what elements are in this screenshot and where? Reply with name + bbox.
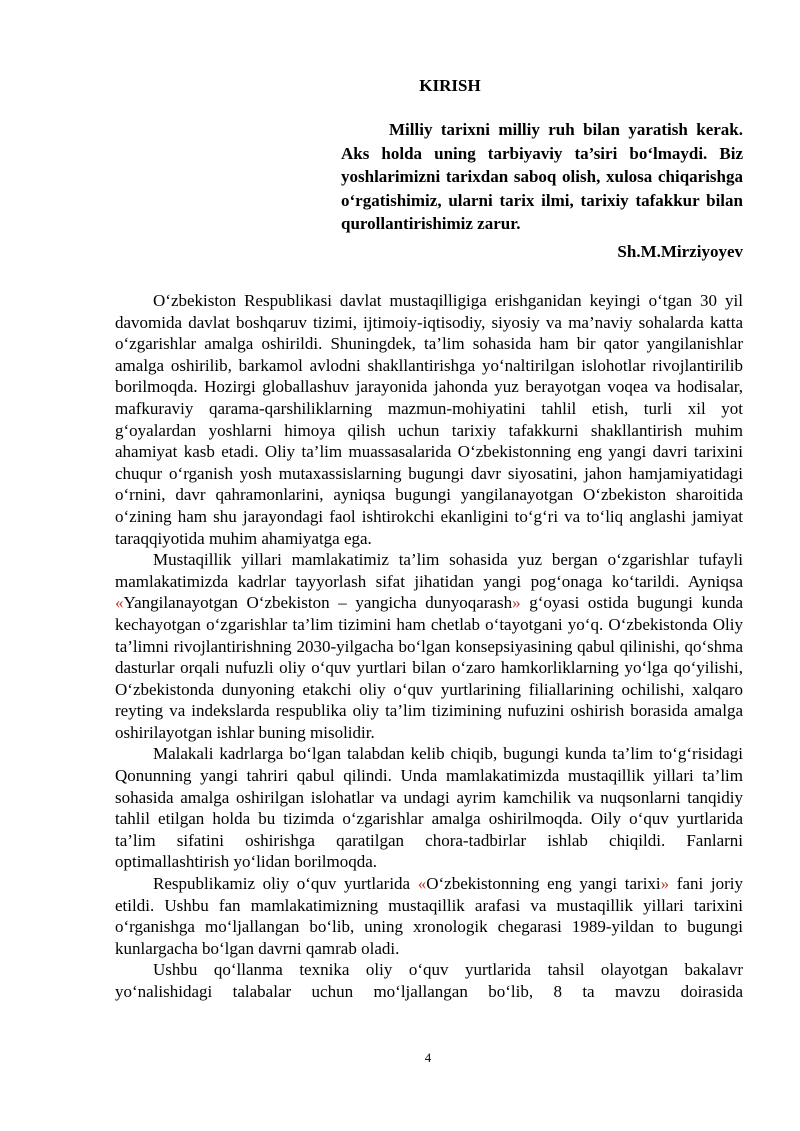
quote-open-mark: « [115,593,124,613]
epigraph-author: Sh.M.Mirziyoyev [617,242,743,261]
quoted-course-name: O‘zbekistonning eng yangi tarixi [426,874,661,894]
paragraph-1: O‘zbekiston Respublikasi davlat mustaqilligiga erishganidan keyingi o‘tgan 30 yil davomida davlat boshqaruv tizimi, ijtimoiy-iqtisodiy, siyosiy va ma’naviy sohalarda katta o‘zgarishlar amalga oshirildi. Shuningdek, ta’lim sohasida ham bir qator yangilanishlar amalga oshirilib, barkamol avlodni shakllantirishga yo‘naltirilgan islohotlar rivojlantirilib borilmoqda. Hozirgi globallashuv jarayonida jahonda yuz berayotgan voqea va hodisalar, mafkuraviy qarama-qarshiliklarning mazmun-mohiyatini tahlil etish, turli xil yot g‘oyalardan yoshlarni himoya qilish uchun tarixiy tafakkurni shakllantirish muhim ahamiyat kasb etadi. Oliy ta’lim muassasalarida O‘zbekistonning eng yangi davri tarixini chuqur o‘rganish yosh mutaxassislarning bugungi davr siyosatini, jahon hamjamiyatidagi o‘rnini, davr qahramonlarini, ayniqsa bugungi yangilanayotgan O‘zbekiston sharoitida o‘zining ham shu jarayondagi faol ishtirokchi ekanligini to‘g‘ri va to‘liq anglashi jamiyat taraqqiyotida muhim ahamiyatga ega. [115,291,743,548]
paragraph-2-text-before: Mustaqillik yillari mamlakatimiz ta’lim sohasida yuz bergan o‘zgarishlar tufayli mamlakatimizda kadrlar tayyorlash sifat jihatidan yangi pog‘onaga ko‘tarildi. Ayniqsa [115,550,743,591]
quoted-slogan: Yangilanayotgan O‘zbekiston – yangicha dunyoqarash [123,593,513,613]
quote-open-mark: « [417,874,427,894]
page-number: 4 [424,1050,432,1065]
body-text [115,290,743,1003]
paragraph-5: Ushbu qo‘llanma texnika oliy o‘quv yurtlarida tahsil olayotgan bakalavr yo‘nalishidagi talabalar uchun mo‘ljallangan bo‘lib, 8 ta mavzu doirasida [115,960,743,1001]
paragraph-2-text-after: g‘oyasi ostida bugungi kunda kechayotgan o‘zgarishlar ta’lim tizimini ham chetlab o‘tayotgani yo‘q. O‘zbekistonda Oliy ta’limni rivojlantirishning 2030-yilgacha bo‘lgan konsepsiyasining qabul qilinishi, qo‘shma dasturlar orqali nufuzli oliy o‘quv yurtlari bilan o‘zaro hamkorliklarning yo‘lga qo‘yilishi, O‘zbekistonda dunyoning etakchi oliy o‘quv yurtlarining filiallarining ochilishi, xalqaro reyting va indekslarda respublika oliy ta’lim tizimining nufuzini oshirish borasida amalga oshirilayotgan ishlar buning misolidir. [115,593,744,742]
section-title: KIRISH [419,76,481,95]
quote-close-mark: » [512,593,521,613]
paragraph-2 [115,549,743,743]
paragraph-4 [115,873,743,959]
quote-close-mark: » [660,874,670,894]
epigraph-quote: Milliy tarixni milliy ruh bilan yaratish kerak. Aks holda uning tarbiyaviy ta’siri bo‘lmaydi. Biz yoshlarimizni tarixdan saboq olish, xulosa chiqarishga o‘rgatishimiz, ularni tarix ilmi, tarixiy tafakkur bilan qurollantirishimiz zarur. [341,120,743,233]
paragraph-4-text-before: Respublikamiz oliy o‘quv yurtlarida [153,874,418,894]
paragraph-3: Malakali kadrlarga bo‘lgan talabdan kelib chiqib, bugungi kunda ta’lim to‘g‘risidagi Qonunning yangi tahriri qabul qilindi. Unda mamlakatimizda mustaqillik yillari ta’lim sohasida amalga oshirilgan islohatlar va undagi ayrim kamchilik va nuqsonlarni tanqidiy tahlil etilgan holda bu tizimda o‘zgarishlar amalga oshirilmoqda. Oily o‘quv yurtlarida ta’lim sifatini oshirishga qaratilgan chora-tadbirlar ishlab chiqildi. Fanlarni optimallashtirish yo‘lidan borilmoqda. [115,744,743,872]
paragraph-4-text-after: fani joriy etildi. Ushbu fan mamlakatimizning mustaqillik arafasi va mustaqillik yillari tarixini o‘rganishga mo‘ljallangan bo‘lib, uning xronologik chegarasi 1989-yildan to bugungi kunlargacha bo‘lgan davrni qamrab oladi. [115,874,743,958]
